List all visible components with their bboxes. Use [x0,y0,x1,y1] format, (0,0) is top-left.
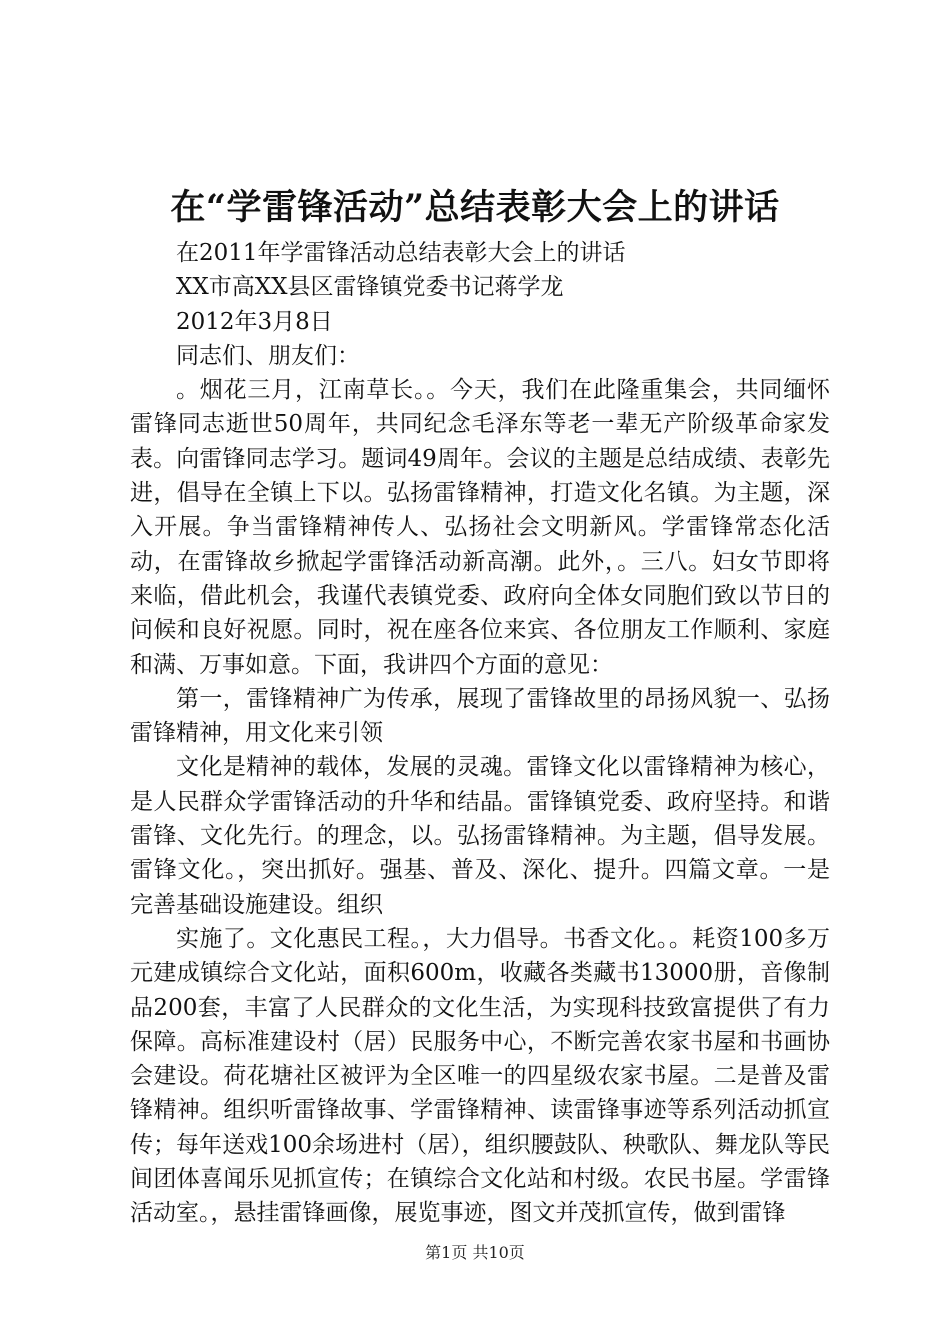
page-number: 第1页 共10页 [425,1243,525,1262]
paragraph-heading-first: 第一，雷锋精神广为传承，展现了雷锋故里的昂扬风貌一、弘扬雷锋精神，用文化来引领 [130,685,830,747]
paragraph-opening: 。烟花三月，江南草长。。今天，我们在此隆重集会，共同缅怀雷锋同志逝世50周年，共同纪念毛泽东等老一辈无产阶级革命家发表。向雷锋同志学习。题词49周年。会议的主题是总结成绩、表彰先进，倡导在全镇上下以。弘扬雷锋精神，打造文化名镇。为主题，深入开展。争当雷锋精神传人、弘扬社会文明新风。学雷锋常态化活动，在雷锋故乡掀起学雷锋活动新高潮。此外，。三八。妇女节即将来临，借此机会，我谨代表镇党委、政府向全体女同胞们致以节日的问候和良好祝愿。同时，祝在座各位来宾、各位朋友工作顺利、家庭和满、万事如意。下面，我讲四个方面的意见： [130,377,830,678]
page-title: 在“学雷锋活动”总结表彰大会上的讲话 [170,187,780,228]
speech-subtitle: 在2011年学雷锋活动总结表彰大会上的讲话 [176,240,626,266]
speaker-line: XX市高XX县区雷锋镇党委书记蒋学龙 [176,274,564,301]
document-body [130,236,830,1231]
date-line: 2012年3月8日 [176,308,333,335]
paragraph-culture: 文化是精神的载体，发展的灵魂。雷锋文化以雷锋精神为核心，是人民群众学雷锋活动的升华和结晶。雷锋镇党委、政府坚持。和谐雷锋、文化先行。的理念，以。弘扬雷锋精神。为主题，倡导发展。雷锋文化。，突出抓好。强基、普及、深化、提升。四篇文章。一是完善基础设施建设。组织 [130,754,830,918]
salutation: 同志们、朋友们： [176,342,360,369]
paragraph-implementation: 实施了。文化惠民工程。，大力倡导。书香文化。。耗资100多万元建成镇综合文化站，面积600m，收藏各类藏书13000册，音像制品200套，丰富了人民群众的文化生活，为实现科技致富提供了有力保障。高标准建设村（居）民服务中心，不断完善农家书屋和书画协会建设。荷花塘社区被评为全区唯一的四星级农家书屋。二是普及雷锋精神。组织听雷锋故事、学雷锋精神、读雷锋事迹等系列活动抓宣传；每年送戏100余场进村（居），组织腰鼓队、秧歌队、舞龙队等民间团体喜闻乐见抓宣传；在镇综合文化站和村级。农民书屋。学雷锋活动室。，悬挂雷锋画像，展览事迹，图文并茂抓宣传，做到雷锋 [130,925,830,1227]
